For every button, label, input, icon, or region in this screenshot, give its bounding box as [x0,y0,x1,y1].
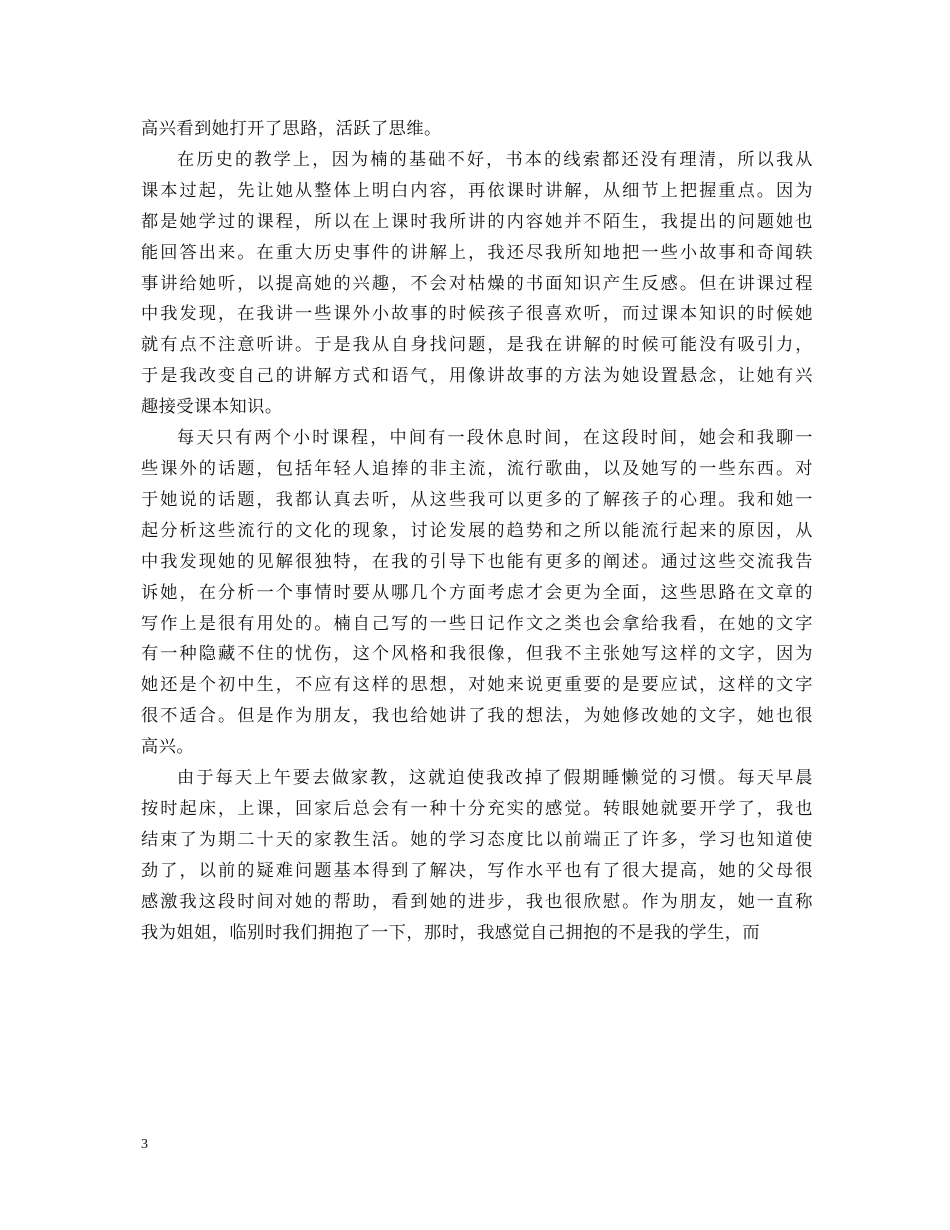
text-line: 很不适合。但是作为朋友，我也给她讲了我的想法，为她修改她的文字，她也很 [141,706,813,727]
text-line: 中我发现，在我讲一些课外小故事的时候孩子很喜欢听，而过课本知识的时候她 [141,304,813,325]
text-line: 诉她，在分析一个事情时要从哪几个方面考虑才会更为全面，这些思路在文章的 [141,582,813,603]
text-line: 趣接受课本知识。 [141,397,283,418]
paragraph-4 [141,763,813,948]
text-line: 些课外的话题，包括年轻人追捧的非主流，流行歌曲，以及她写的一些东西。对 [141,458,813,479]
text-line: 由于每天上午要去做家教，这就迫使我改掉了假期睡懒觉的习惯。每天早晨 [177,768,813,789]
text-line: 于她说的话题，我都认真去听，从这些我可以更多的了解孩子的心理。我和她一 [141,489,813,510]
paragraph-2 [141,145,813,423]
text-line: 于是我改变自己的讲解方式和语气，用像讲故事的方法为她设置悬念，让她有兴 [141,366,813,387]
page-number: 3 [141,1137,148,1152]
text-line: 结束了为期二十天的家教生活。她的学习态度比以前端正了许多，学习也知道使 [141,829,813,850]
text-line: 按时起床，上课，回家后总会有一种十分充实的感觉。转眼她就要开学了，我也 [141,798,813,819]
text-line: 感激我这段时间对她的帮助，看到她的进步，我也很欣慰。作为朋友，她一直称 [141,891,813,912]
document-body [141,114,813,948]
text-line: 写作上是很有用处的。楠自己写的一些日记作文之类也会拿给我看，在她的文字 [141,613,813,634]
text-line: 高兴。 [141,737,195,758]
text-line: 就有点不注意听讲。于是我从自身找问题，是我在讲解的时候可能没有吸引力， [141,335,813,356]
text-line: 高兴看到她打开了思路，活跃了思维。 [141,119,442,139]
text-line: 都是她学过的课程，所以在上课时我所讲的内容她并不陌生，我提出的问题她也 [141,211,813,232]
paragraph-3 [141,423,813,763]
text-line: 起分析这些流行的文化的现象，讨论发展的趋势和之所以能流行起来的原因，从 [141,520,813,541]
text-line: 每天只有两个小时课程，中间有一段休息时间，在这段时间，她会和我聊一 [177,428,813,449]
text-line: 劲了，以前的疑难问题基本得到了解决，写作水平也有了很大提高，她的父母很 [141,860,813,881]
text-line: 课本过起，先让她从整体上明白内容，再依课时讲解，从细节上把握重点。因为 [141,180,813,201]
text-line: 事讲给她听，以提高她的兴趣，不会对枯燥的书面知识产生反感。但在讲课过程 [141,273,813,294]
text-line: 中我发现她的见解很独特，在我的引导下也能有更多的阐述。通过这些交流我告 [141,551,813,572]
text-line: 有一种隐藏不住的忧伤，这个风格和我很像，但我不主张她写这样的文字，因为 [141,644,813,665]
text-line: 她还是个初中生，不应有这样的思想，对她来说更重要的是要应试，这样的文字 [141,675,813,696]
text-line: 能回答出来。在重大历史事件的讲解上，我还尽我所知地把一些小故事和奇闻轶 [141,242,813,263]
paragraph-1 [141,114,813,145]
text-line: 在历史的教学上，因为楠的基础不好，书本的线索都还没有理清，所以我从 [177,149,813,170]
text-line: 我为姐姐，临别时我们拥抱了一下，那时，我感觉自己拥抱的不是我的学生，而 [141,922,761,943]
